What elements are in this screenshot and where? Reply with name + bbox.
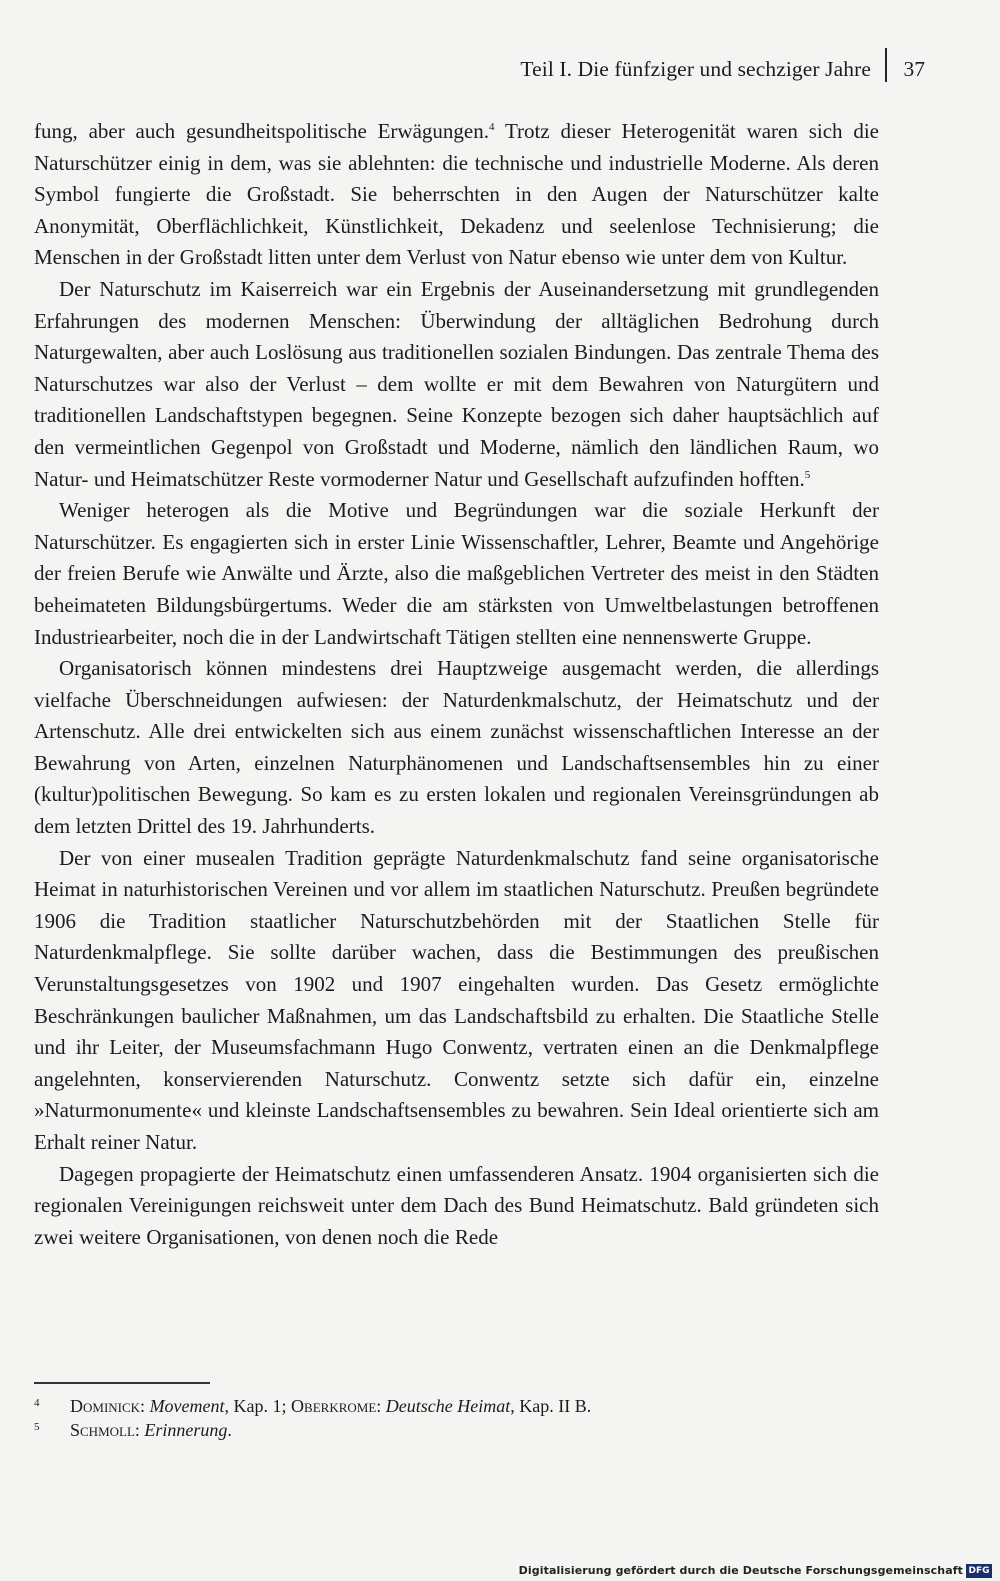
header-divider xyxy=(885,48,887,82)
paragraph-2 xyxy=(34,274,879,495)
dfg-logo: DFG xyxy=(966,1564,992,1578)
footnote-number: 4 xyxy=(34,1397,40,1409)
paragraph-1 xyxy=(34,116,879,274)
body-text xyxy=(34,116,879,1253)
paragraph-1-text: fung, aber auch gesundheitspolitische Erwägungen. xyxy=(34,119,489,143)
page-number: 37 xyxy=(903,56,925,81)
footnote-ref-5: 5 xyxy=(804,468,811,481)
footnote-text: Dominick: Movement, Kap. 1; Oberkrome: Deutsche Heimat, Kap. II B. xyxy=(70,1396,592,1416)
running-head xyxy=(520,54,925,84)
digitization-note: Digitalisierung gefördert durch die Deutsche Forschungsgemeinschaft xyxy=(518,1564,963,1577)
footnote-ref-4: 4 xyxy=(489,121,495,133)
paragraph-6: Dagegen propagierte der Heimatschutz einen umfassenderen Ansatz. 1904 organisierten sich die regionalen Vereinigungen reichsweit unter dem Dach des Bund Heimatschutz. Bald gründeten sich zwei weitere Organisationen, von denen noch die Rede xyxy=(34,1161,879,1249)
footnote-text: Schmoll: Erinnerung. xyxy=(70,1420,232,1440)
footnote-4 xyxy=(34,1394,879,1418)
running-title: Teil I. Die fünfziger und sechziger Jahre xyxy=(520,56,871,81)
footnote-number: 5 xyxy=(34,1421,40,1433)
footnotes xyxy=(34,1394,879,1442)
footnote-rule xyxy=(34,1382,210,1384)
paragraph-5: Der von einer musealen Tradition geprägte Naturdenkmalschutz fand seine organisatorische Heimat in naturhistorischen Vereinen und vor allem im staatlichen Naturschutz. Preußen begründete 1906 die Tradition staatlicher Naturschutzbehörden mit der Staatlichen Stelle für Naturdenkmalpflege. Sie sollte darüber wachen, dass die Bestimmungen des preußischen Verunstaltungsgesetzes von 1902 und 1907 eingehalten wurden. Das Gesetz ermöglichte Beschränkungen baulicher Maßnahmen, um das Landschaftsbild zu erhalten. Die Staatliche Stelle und ihr Leiter, der Museumsfachmann Hugo Conwentz, vertraten einen an die Denkmalpflege angelehnten, konservierenden Naturschutz. Conwentz setzte sich dafür ein, einzelne »Naturmonumente« und kleinste Landschaftsensembles zu bewahren. Sein Ideal orientierte sich am Erhalt reiner Natur. xyxy=(34,845,879,1154)
footnote-5 xyxy=(34,1418,879,1442)
paragraph-2-text: Der Naturschutz im Kaiserreich war ein Ergebnis der Auseinandersetzung mit grundlegenden Erfahrungen des modernen Menschen: Überwindung der alltäglichen Bedrohung durch Naturgewalten, aber auch Loslösung aus traditionellen sozialen Bindungen. Das zentrale Thema des Naturschutzes war also der Verlust – dem wollte er mit dem Bewahren von Naturgütern und traditionellen Landschaftstypen begegnen. Seine Konzepte bezogen sich daher hauptsächlich auf den vermeintlichen Gegenpol von Großstadt und Moderne, nämlich den ländlichen Raum, wo Natur- und Heimatschützer Reste vormoderner Natur und Gesellschaft aufzufinden hofften. xyxy=(34,276,879,491)
paragraph-4: Organisatorisch können mindestens drei Hauptzweige ausgemacht werden, die allerdings vielfache Überschneidungen aufwiesen: der Naturdenkmalschutz, der Heimatschutz und der Artenschutz. Alle drei entwickelten sich aus einem zunächst wissenschaftlichen Interesse an der Bewahrung von Arten, einzelnen Naturphänomenen und Landschaftsensembles hin zu einer (kultur)politischen Bewegung. So kam es zu ersten lokalen und regionalen Vereinsgründungen ab dem letzten Drittel des 19. Jahrhunderts. xyxy=(34,656,879,839)
paragraph-1-cont: Trotz dieser Heterogenität waren sich die Naturschützer einig in dem, was sie ablehnten: die technische und industrielle Moderne. Als deren Symbol fungierte die Großstadt. Sie beherrschten in den Augen der Naturschützer kalte Anonymität, Oberflächlichkeit, Künstlichkeit, Dekadenz und seelenlose Technisierung; die Menschen in der Großstadt litten unter dem Verlust von Natur ebenso wie unter dem von Kultur. xyxy=(34,119,879,270)
paragraph-3: Weniger heterogen als die Motive und Begründungen war die soziale Herkunft der Naturschützer. Es engagierten sich in erster Linie Wissenschaftler, Lehrer, Beamte und Angehörige der freien Berufe wie Anwälte und Ärzte, also die maßgeblichen Vertreter des meist in den Städten beheimateten Bildungsbürgertums. Weder die am stärksten von Umweltbelastungen betroffenen Industriearbeiter, noch die in der Landwirtschaft Tätigen stellten eine nennenswerte Gruppe. xyxy=(34,498,879,649)
